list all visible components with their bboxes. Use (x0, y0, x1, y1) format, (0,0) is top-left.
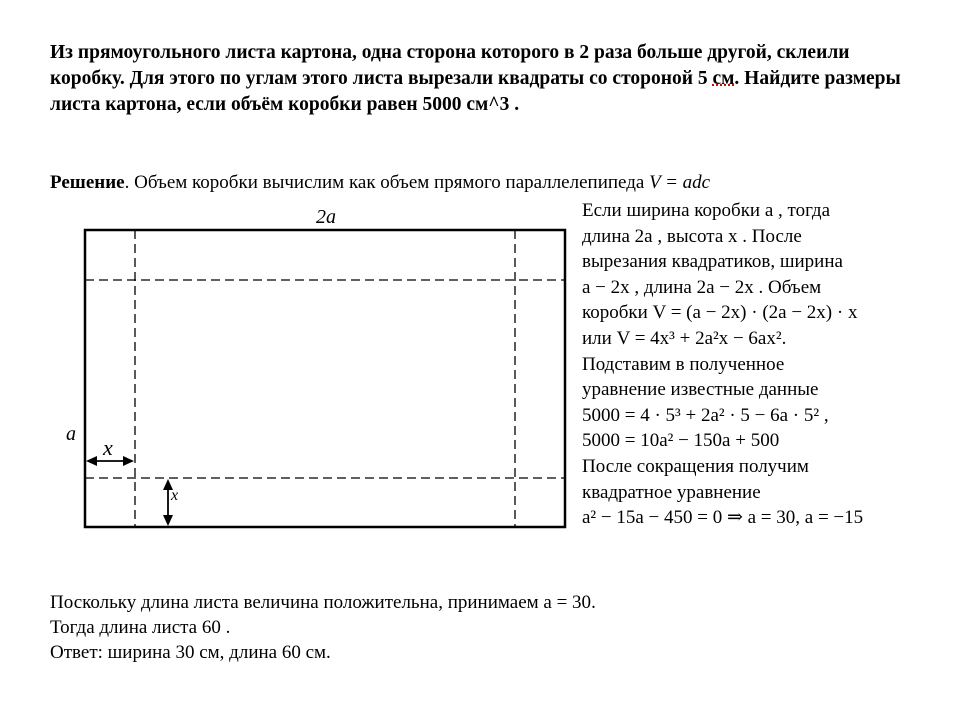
step-line-5: коробки V = (a − 2x) · (2a − 2x) · x (582, 302, 858, 324)
step-line-9: 5000 = 4 · 5³ + 2a² · 5 − 6a · 5² , (582, 404, 829, 426)
step-line-12: квадратное уравнение (582, 481, 761, 503)
step-line-3: вырезания квадратиков, ширина (582, 251, 843, 273)
label-width: a (66, 423, 76, 445)
label-cut-vertical: x (171, 487, 179, 504)
sheet-outline (85, 230, 565, 527)
step-line-4: a − 2x , длина 2a − 2x . Объем (582, 276, 822, 298)
problem-text-end: . Найдите размеры листа картона, если объём коробки равен 5000 см^3 . (50, 68, 901, 115)
conclusion-line-2: Тогда длина листа 60 . (50, 617, 231, 638)
arrow-head-right (123, 456, 134, 466)
step-line-7: Подставим в полученное (582, 353, 785, 375)
solution-label: Решение (50, 172, 125, 193)
solution-steps (582, 198, 922, 531)
step-line-10: 5000 = 10a² − 150a + 500 (582, 430, 780, 452)
step-line-11: После сокращения получим (582, 455, 809, 477)
step-line-1: Если ширина коробки a , тогда (582, 200, 831, 221)
step-line-8: уравнение известные данные (582, 379, 819, 401)
step-line-6: или V = 4x³ + 2a²x − 6ax². (582, 327, 787, 349)
volume-formula: V = adc (649, 172, 711, 193)
solution-intro-text: . Объем коробки вычислим как объем прямого параллелепипеда (124, 172, 645, 193)
problem-text-unit: см (712, 68, 735, 89)
conclusion-line-1: Поскольку длина листа величина положительна, принимаем a = 30. (50, 592, 596, 613)
step-line-2: длина 2a , высота x . После (582, 225, 802, 247)
label-length: 2a (316, 206, 336, 228)
problem-text-main: Из прямоугольного листа картона, одна сторона которого в 2 раза больше другой, склеили коробку. Для этого по углам этого листа вырезали квадраты со стороной 5 (50, 42, 850, 89)
arrow-head-left (86, 456, 97, 466)
conclusion (50, 590, 596, 665)
arrow-head-down (163, 515, 173, 526)
step-line-13: a² − 15a − 450 = 0 ⇒ a = 30, a = −15 (582, 507, 864, 529)
label-cut-horizontal: x (103, 435, 113, 460)
answer-line: Ответ: ширина 30 см, длина 60 см. (50, 642, 331, 663)
